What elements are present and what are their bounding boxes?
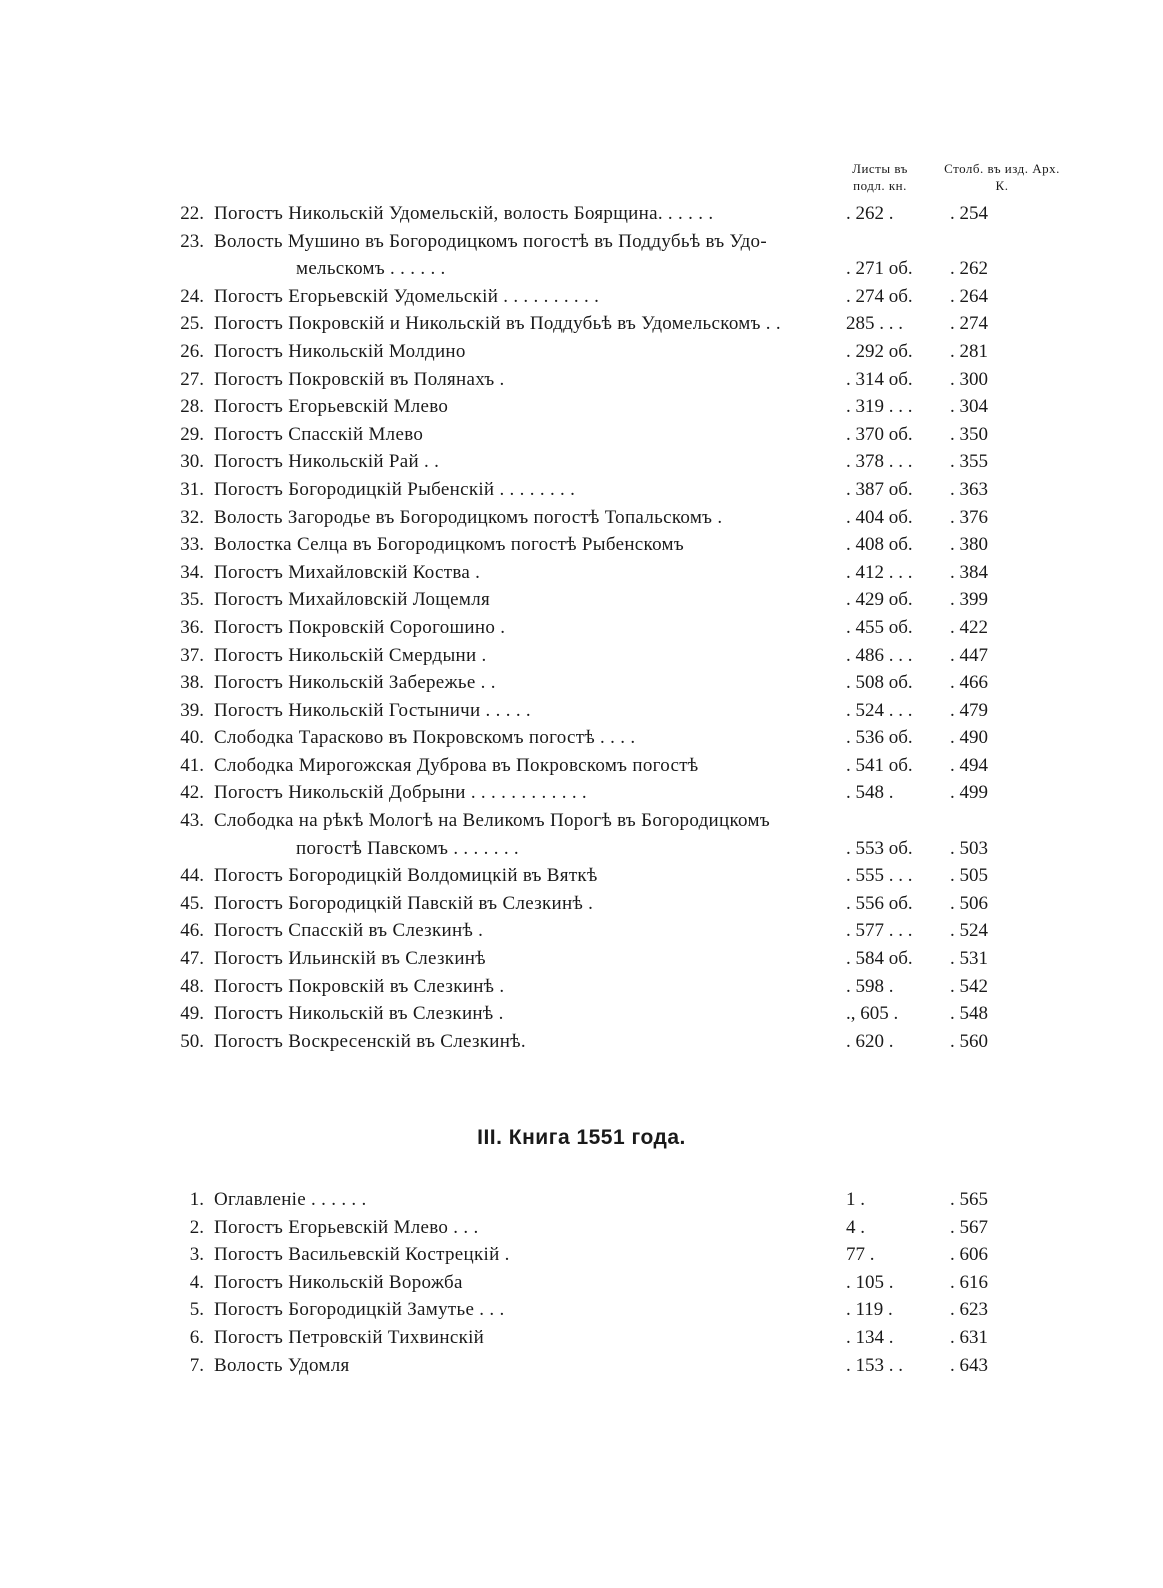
entry-title-line: Волость Удомля bbox=[214, 1354, 350, 1376]
entry-number: 24. bbox=[180, 285, 204, 307]
entry-column: . 623 bbox=[950, 1299, 988, 1321]
entry-number: 5. bbox=[189, 1299, 204, 1321]
entry-title bbox=[214, 807, 850, 862]
entry-title-line: Погостъ Никольскій Добрыни . . . . . . . . . . . . bbox=[214, 782, 587, 804]
entry-title bbox=[214, 973, 850, 1001]
entry-column: . 631 bbox=[950, 1326, 988, 1348]
entry-title bbox=[214, 228, 850, 283]
entry-column: . 606 bbox=[950, 1244, 988, 1266]
entry-number: 30. bbox=[180, 451, 204, 473]
entry-title bbox=[214, 366, 850, 394]
entry-title bbox=[214, 476, 850, 504]
entry-title-line: Погостъ Егорьевскій Млево bbox=[214, 396, 449, 418]
entry-number: 49. bbox=[180, 1003, 204, 1025]
toc-entry bbox=[0, 366, 1163, 394]
entry-title-line: Погостъ Спасскій въ Слезкинѣ . bbox=[214, 920, 484, 942]
entry-title-line: Погостъ Покровскій въ Слезкинѣ . bbox=[214, 975, 505, 997]
entry-title-line: Погостъ Егорьевскій Удомельскій . . . . . . . . . . bbox=[214, 285, 600, 307]
entry-title-line: Погостъ Покровскій и Никольскій въ Поддубьѣ въ Удомельскомъ . . bbox=[214, 313, 781, 335]
entry-number: 38. bbox=[180, 672, 204, 694]
entry-column: . 376 bbox=[950, 506, 988, 528]
toc-entry bbox=[0, 917, 1163, 945]
entry-number: 42. bbox=[180, 782, 204, 804]
entry-column: . 264 bbox=[950, 285, 988, 307]
entry-title bbox=[214, 1028, 850, 1056]
entry-number: 34. bbox=[180, 561, 204, 583]
entry-title-line: Погостъ Никольскій Удомельскій, волость Боярщина. . . . . . bbox=[214, 203, 714, 224]
entry-title-line: Слободка на рѣкѣ Мологѣ на Великомъ Порогѣ въ Богородицкомъ bbox=[214, 810, 770, 832]
toc-entry bbox=[0, 200, 1163, 228]
toc-entry bbox=[0, 890, 1163, 918]
toc-entry bbox=[0, 1028, 1163, 1056]
entry-leaf: . 119 . bbox=[846, 1299, 893, 1321]
entry-title bbox=[214, 724, 850, 752]
entry-leaf: . 548 . bbox=[846, 782, 894, 804]
entry-number: 27. bbox=[180, 368, 204, 390]
entry-title bbox=[214, 945, 850, 973]
toc-entry bbox=[0, 559, 1163, 587]
entry-number: 3. bbox=[189, 1244, 204, 1266]
entry-title-line: Погостъ Воскресенскій въ Слезкинѣ. bbox=[214, 1030, 526, 1052]
entry-number: 25. bbox=[180, 313, 204, 335]
entry-title-line: Погостъ Богородицкій Волдомицкій въ Вяткѣ bbox=[214, 865, 598, 887]
entry-column: . 494 bbox=[950, 754, 988, 776]
entry-number: 44. bbox=[180, 865, 204, 887]
entry-column: . 643 bbox=[950, 1354, 988, 1376]
entry-title-line: Волость Мушино въ Богородицкомъ погостѣ въ Поддубьѣ въ Удо- bbox=[214, 230, 767, 252]
entry-title-line: Погостъ Богородицкій Замутье . . . bbox=[214, 1299, 505, 1321]
entry-number: 31. bbox=[180, 478, 204, 500]
entry-leaf: 1 . bbox=[846, 1189, 865, 1210]
entry-title bbox=[214, 890, 850, 918]
entry-column: . 422 bbox=[950, 616, 988, 638]
entry-title bbox=[214, 504, 850, 532]
entry-column: . 363 bbox=[950, 478, 988, 500]
entry-title-line: Погостъ Ильинскій въ Слезкинѣ bbox=[214, 948, 486, 970]
entry-leaf: . 455 об. bbox=[846, 616, 913, 638]
entry-title-line: Погостъ Никольскій Гостыничи . . . . . bbox=[214, 699, 531, 721]
entry-leaf: . 105 . bbox=[846, 1271, 894, 1293]
entry-leaf: . 508 об. bbox=[846, 672, 913, 694]
toc-entry bbox=[0, 310, 1163, 338]
entry-number: 45. bbox=[180, 892, 204, 914]
entry-column: . 560 bbox=[950, 1030, 988, 1052]
entry-leaf: . 153 . . bbox=[846, 1354, 903, 1376]
entry-leaf: . 134 . bbox=[846, 1326, 894, 1348]
entry-column: . 350 bbox=[950, 423, 988, 445]
entry-leaf: ., 605 . bbox=[846, 1003, 899, 1025]
entry-title-line: Погостъ Михайловскій Коства . bbox=[214, 561, 481, 583]
entry-title-line: Погостъ Покровскій въ Полянахъ . bbox=[214, 368, 505, 390]
entry-number: 43. bbox=[180, 810, 204, 832]
toc-entry bbox=[0, 1214, 1163, 1242]
toc-entry bbox=[0, 1241, 1163, 1269]
entry-leaf: . 598 . bbox=[846, 975, 894, 997]
toc-entry bbox=[0, 531, 1163, 559]
entry-number: 41. bbox=[180, 754, 204, 776]
entry-column: . 281 bbox=[950, 340, 988, 362]
entry-leaf: . 262 . bbox=[846, 203, 894, 224]
entry-number: 35. bbox=[180, 589, 204, 611]
entry-column: . 567 bbox=[950, 1216, 988, 1238]
entry-title bbox=[214, 1352, 850, 1380]
entry-title bbox=[214, 779, 850, 807]
entry-leaf: 4 . bbox=[846, 1216, 865, 1238]
entry-leaf: . 486 . . . bbox=[846, 644, 913, 666]
entry-title bbox=[214, 200, 850, 228]
entry-number: 47. bbox=[180, 948, 204, 970]
entry-leaf: . 556 об. bbox=[846, 892, 913, 914]
toc-entry bbox=[0, 393, 1163, 421]
toc-entry bbox=[0, 807, 1163, 862]
entry-title-continuation: мельскомъ . . . . . . bbox=[296, 258, 446, 280]
entry-title-line: Погостъ Спасскій Млево bbox=[214, 423, 424, 445]
table-of-contents-part-2 bbox=[0, 200, 1163, 1055]
toc-entry bbox=[0, 752, 1163, 780]
entry-number: 46. bbox=[180, 920, 204, 942]
entry-column: . 531 bbox=[950, 948, 988, 970]
entry-column: . 524 bbox=[950, 920, 988, 942]
entry-title-line: Оглавленіе . . . . . . bbox=[214, 1189, 367, 1210]
toc-entry bbox=[0, 862, 1163, 890]
entry-title-line: Погостъ Никольскій Молдино bbox=[214, 340, 466, 362]
toc-entry bbox=[0, 1352, 1163, 1380]
entry-column: . 274 bbox=[950, 313, 988, 335]
entry-leaf: . 429 об. bbox=[846, 589, 913, 611]
entry-leaf: . 584 об. bbox=[846, 948, 913, 970]
toc-entry bbox=[0, 642, 1163, 670]
entry-column: . 565 bbox=[950, 1189, 988, 1210]
toc-entry bbox=[0, 338, 1163, 366]
entry-title-line: Погостъ Михайловскій Лощемля bbox=[214, 589, 491, 611]
toc-entry bbox=[0, 476, 1163, 504]
entry-number: 37. bbox=[180, 644, 204, 666]
entry-number: 26. bbox=[180, 340, 204, 362]
entry-column: . 399 bbox=[950, 589, 988, 611]
entry-title bbox=[214, 283, 850, 311]
toc-entry bbox=[0, 945, 1163, 973]
entry-number: 2. bbox=[189, 1216, 204, 1238]
entry-leaf: . 404 об. bbox=[846, 506, 913, 528]
entry-title-line: Волостка Селца въ Богородицкомъ погостѣ Рыбенскомъ bbox=[214, 534, 684, 556]
entry-number: 6. bbox=[189, 1326, 204, 1348]
toc-entry bbox=[0, 697, 1163, 725]
entry-number: 40. bbox=[180, 727, 204, 749]
toc-entry bbox=[0, 669, 1163, 697]
toc-entry bbox=[0, 448, 1163, 476]
entry-leaf: . 412 . . . bbox=[846, 561, 913, 583]
entry-title-line: Погостъ Никольскій Смердыни . bbox=[214, 644, 487, 666]
entry-title-line: Погостъ Богородицкій Рыбенскій . . . . . . . . bbox=[214, 478, 576, 500]
entry-column: . 355 bbox=[950, 451, 988, 473]
entry-title-line: Погостъ Васильевскій Кострецкій . bbox=[214, 1244, 510, 1266]
entry-title bbox=[214, 917, 850, 945]
entry-title bbox=[214, 1214, 850, 1242]
toc-entry bbox=[0, 1324, 1163, 1352]
entry-column: . 262 bbox=[950, 258, 988, 280]
entry-title bbox=[214, 448, 850, 476]
entry-column: . 490 bbox=[950, 727, 988, 749]
entry-leaf: . 314 об. bbox=[846, 368, 913, 390]
entry-leaf: . 370 об. bbox=[846, 423, 913, 445]
entry-title bbox=[214, 669, 850, 697]
entry-number: 1. bbox=[189, 1189, 204, 1210]
entry-title bbox=[214, 1241, 850, 1269]
entry-number: 39. bbox=[180, 699, 204, 721]
entry-leaf: 285 . . . bbox=[846, 313, 903, 335]
entry-title-line: Погостъ Егорьевскій Млево . . . bbox=[214, 1216, 479, 1238]
entry-leaf: . 319 . . . bbox=[846, 396, 913, 418]
entry-title bbox=[214, 1186, 850, 1214]
toc-entry bbox=[0, 421, 1163, 449]
entry-column: . 479 bbox=[950, 699, 988, 721]
entry-number: 4. bbox=[189, 1271, 204, 1293]
entry-leaf: . 555 . . . bbox=[846, 865, 913, 887]
entry-leaf: . 553 об. bbox=[846, 837, 913, 859]
entry-column: . 548 bbox=[950, 1003, 988, 1025]
section-title: III. Книга 1551 года. bbox=[477, 1126, 686, 1149]
entry-title bbox=[214, 862, 850, 890]
toc-entry bbox=[0, 779, 1163, 807]
entry-column: . 300 bbox=[950, 368, 988, 390]
toc-entry bbox=[0, 1000, 1163, 1028]
entry-leaf: . 524 . . . bbox=[846, 699, 913, 721]
toc-entry bbox=[0, 586, 1163, 614]
entry-title bbox=[214, 338, 850, 366]
entry-title bbox=[214, 1296, 850, 1324]
entry-column: . 466 bbox=[950, 672, 988, 694]
column-header-columns: Столб. въ изд. Арх. К. bbox=[944, 161, 1060, 193]
entry-title bbox=[214, 1000, 850, 1028]
entry-column: . 616 bbox=[950, 1271, 988, 1293]
entry-title bbox=[214, 559, 850, 587]
entry-number: 23. bbox=[180, 230, 204, 252]
table-of-contents-part-3 bbox=[0, 1186, 1163, 1379]
entry-title-line: Слободка Тарасково въ Покровскомъ погостѣ . . . . bbox=[214, 727, 636, 749]
entry-title-line: Погостъ Никольскій Ворожба bbox=[214, 1271, 463, 1293]
entry-title bbox=[214, 393, 850, 421]
entry-number: 32. bbox=[180, 506, 204, 528]
toc-entry bbox=[0, 614, 1163, 642]
entry-title bbox=[214, 1324, 850, 1352]
entry-leaf: . 620 . bbox=[846, 1030, 894, 1052]
entry-column: . 447 bbox=[950, 644, 988, 666]
entry-title-line: Погостъ Никольскій Забережье . . bbox=[214, 672, 496, 694]
entry-leaf: 77 . bbox=[846, 1244, 875, 1266]
entry-column: . 380 bbox=[950, 534, 988, 556]
entry-title-line: Погостъ Петровскій Тихвинскій bbox=[214, 1326, 485, 1348]
entry-leaf: . 577 . . . bbox=[846, 920, 913, 942]
entry-column: . 503 bbox=[950, 837, 988, 859]
entry-number: 33. bbox=[180, 534, 204, 556]
entry-number: 29. bbox=[180, 423, 204, 445]
toc-entry bbox=[0, 1186, 1163, 1214]
toc-entry bbox=[0, 228, 1163, 283]
entry-column: . 505 bbox=[950, 865, 988, 887]
entry-title-line: Волость Загородье въ Богородицкомъ погостѣ Топальскомъ . bbox=[214, 506, 723, 528]
entry-leaf: . 536 об. bbox=[846, 727, 913, 749]
entry-number: 48. bbox=[180, 975, 204, 997]
entry-title-line: Погостъ Никольскій въ Слезкинѣ . bbox=[214, 1003, 504, 1025]
entry-leaf: . 408 об. bbox=[846, 534, 913, 556]
toc-entry bbox=[0, 1296, 1163, 1324]
entry-title-line: Погостъ Покровскій Сорогошино . bbox=[214, 616, 506, 638]
entry-leaf: . 387 об. bbox=[846, 478, 913, 500]
entry-title bbox=[214, 531, 850, 559]
entry-title-line: Слободка Мирогожская Дуброва въ Покровскомъ погостѣ bbox=[214, 754, 699, 776]
entry-number: 36. bbox=[180, 616, 204, 638]
entry-title bbox=[214, 642, 850, 670]
entry-column: . 254 bbox=[950, 203, 988, 224]
entry-leaf: . 378 . . . bbox=[846, 451, 913, 473]
entry-leaf: . 274 об. bbox=[846, 285, 913, 307]
entry-title bbox=[214, 421, 850, 449]
entry-title-line: Погостъ Богородицкій Павскій въ Слезкинѣ . bbox=[214, 892, 594, 914]
entry-title-line: Погостъ Никольскій Рай . . bbox=[214, 451, 440, 473]
entry-title-continuation: погостѣ Павскомъ . . . . . . . bbox=[296, 837, 519, 859]
entry-title bbox=[214, 697, 850, 725]
entry-column: . 384 bbox=[950, 561, 988, 583]
entry-title bbox=[214, 614, 850, 642]
entry-number: 28. bbox=[180, 396, 204, 418]
entry-title bbox=[214, 1269, 850, 1297]
entry-title bbox=[214, 310, 850, 338]
entry-column: . 542 bbox=[950, 975, 988, 997]
entry-title bbox=[214, 752, 850, 780]
entry-leaf: . 271 об. bbox=[846, 258, 913, 280]
entry-column: . 304 bbox=[950, 396, 988, 418]
entry-number: 50. bbox=[180, 1030, 204, 1052]
column-header-leaves: Листы въ подл. кн. bbox=[852, 161, 908, 193]
entry-number: 7. bbox=[189, 1354, 204, 1376]
entry-number: 22. bbox=[180, 203, 204, 224]
toc-entry bbox=[0, 1269, 1163, 1297]
toc-entry bbox=[0, 283, 1163, 311]
toc-entry bbox=[0, 724, 1163, 752]
toc-entry bbox=[0, 504, 1163, 532]
toc-entry bbox=[0, 973, 1163, 1001]
entry-column: . 499 bbox=[950, 782, 988, 804]
entry-column: . 506 bbox=[950, 892, 988, 914]
entry-leaf: . 292 об. bbox=[846, 340, 913, 362]
entry-leaf: . 541 об. bbox=[846, 754, 913, 776]
entry-title bbox=[214, 586, 850, 614]
